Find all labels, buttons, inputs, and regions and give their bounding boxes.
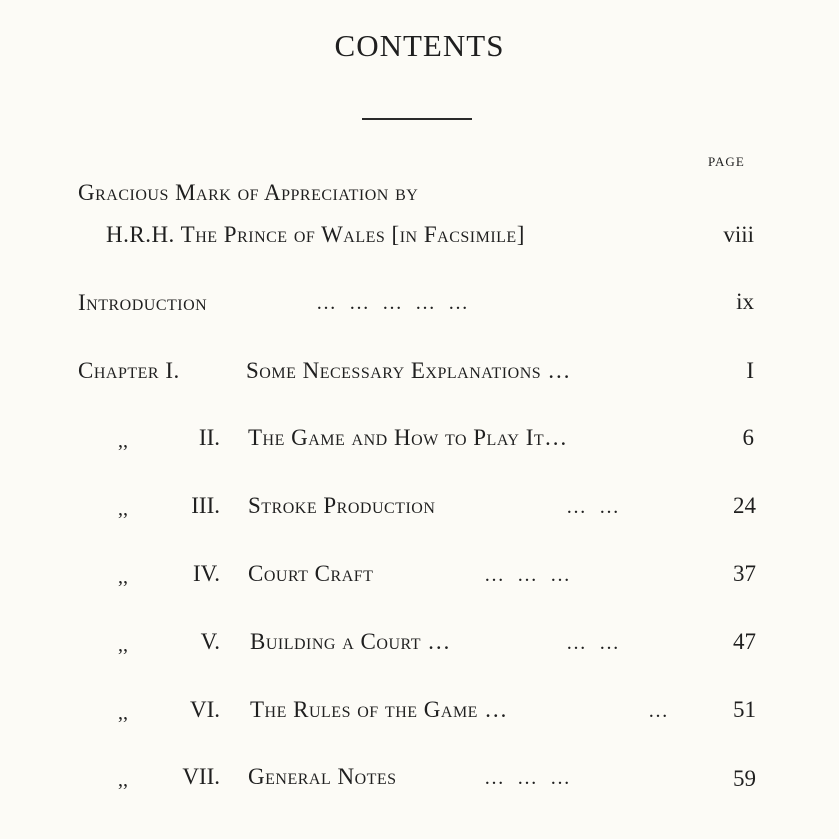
- entry-chapter-4-page: 37: [733, 561, 756, 586]
- entry-appreciation-line1: Gracious Mark of Appreciation by: [78, 180, 419, 205]
- entry-chapter-7-title: General Notes: [248, 764, 397, 789]
- ditto-mark: ,,: [118, 634, 128, 656]
- entry-chapter-6-page: 51: [733, 697, 756, 722]
- entry-chapter-3-leader: … …: [566, 496, 623, 518]
- entry-chapter-6-title: The Rules of the Game …: [250, 697, 508, 722]
- ditto-mark: ,,: [118, 769, 128, 791]
- entry-chapter-4-title: Court Craft: [248, 561, 374, 586]
- entry-chapter-7-number: VII.: [182, 764, 220, 789]
- page-column-label: PAGE: [708, 154, 745, 169]
- entry-appreciation-line2: H.R.H. The Prince of Wales [in Facsimile]: [106, 222, 525, 247]
- entry-chapter-6-number: VI.: [189, 697, 220, 722]
- entry-chapter-5-leader: … …: [566, 632, 623, 654]
- entry-chapter-5-number: V.: [200, 629, 220, 654]
- entry-chapter-3-title: Stroke Production: [248, 493, 436, 518]
- entry-chapter-2-number: II.: [198, 425, 220, 450]
- entry-chapter-2-page: 6: [742, 425, 754, 450]
- entry-chapter-6-leader: …: [648, 700, 672, 722]
- entry-chapter-7-leader: … … …: [484, 767, 574, 789]
- ditto-mark: ,,: [118, 498, 128, 520]
- ditto-mark: ,,: [118, 702, 128, 724]
- entry-chapter-1-prefix: Chapter I.: [78, 358, 180, 383]
- entry-chapter-3-page: 24: [733, 493, 756, 518]
- entry-chapter-3-number: III.: [191, 493, 220, 518]
- ditto-mark: ,,: [118, 430, 128, 452]
- entry-introduction-leader: … … … … …: [316, 292, 472, 314]
- entry-chapter-1-page: I: [746, 358, 754, 383]
- entry-introduction-page: ix: [736, 289, 754, 314]
- entry-chapter-2-title: The Game and How to Play It…: [248, 425, 568, 450]
- entry-chapter-5-title: Building a Court …: [250, 629, 451, 654]
- entry-appreciation-page: viii: [723, 222, 754, 247]
- entry-introduction-title: Introduction: [78, 290, 208, 315]
- ditto-mark: ,,: [118, 566, 128, 588]
- title-rule: [362, 118, 472, 120]
- entry-chapter-4-leader: … … …: [484, 564, 574, 586]
- page-title: CONTENTS: [334, 28, 505, 63]
- entry-chapter-1-title: Some Necessary Explanations …: [246, 358, 571, 383]
- entry-chapter-7-page: 59: [733, 766, 756, 791]
- entry-chapter-5-page: 47: [733, 629, 756, 654]
- entry-chapter-4-number: IV.: [192, 561, 220, 586]
